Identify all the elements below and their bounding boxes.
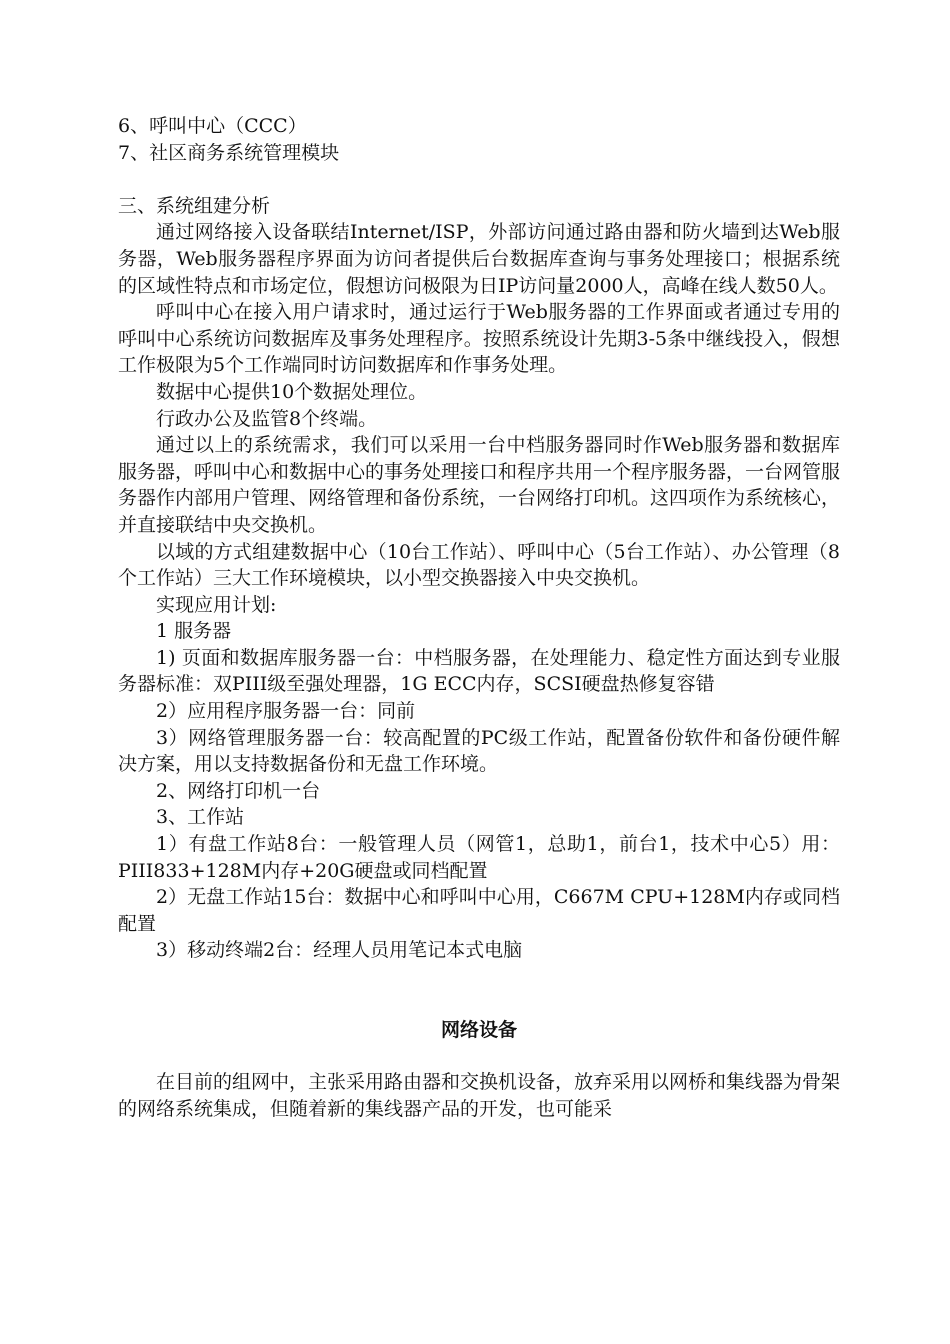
paragraph-call-center: 呼叫中心在接入用户请求时，通过运行于Web服务器的工作界面或者通过专用的呼叫中心系统访问数据库及事务处理程序。按照系统设计先期3-5条中继线投入，假想工作极限为5个工作端同时访问数据库和作事务处理。 <box>118 301 840 377</box>
workstation-item-2: 2）无盘工作站15台：数据中心和呼叫中心用，C667M CPU+128M内存或同档配置 <box>118 886 840 935</box>
paragraph-system-core: 通过以上的系统需求，我们可以采用一台中档服务器同时作Web服务器和数据库服务器，呼叫中心和数据中心的事务处理接口和程序共用一个程序服务器，一台网管服务器作内部用户管理、网络管理和备份系统，一台网络打印机。这四项作为系统核心，并直接联结中央交换机。 <box>118 434 841 536</box>
workstation-item-1: 1）有盘工作站8台：一般管理人员（网管1，总助1，前台1，技术中心5）用：PIII833+128M内存+20G硬盘或同档配置 <box>118 833 840 882</box>
section-heading-network-devices: 网络设备 <box>440 1018 517 1041</box>
paragraph-network-devices: 在目前的组网中，主张采用路由器和交换机设备，放弃采用以网桥和集线器为骨架的网络系统集成，但随着新的集线器产品的开发，也可能采 <box>118 1071 841 1120</box>
workstation-item-3: 3）移动终端2台：经理人员用笔记本式电脑 <box>156 939 523 962</box>
section-title-system-analysis: 三、系统组建分析 <box>118 194 271 217</box>
workstations-title: 3、工作站 <box>156 806 245 829</box>
paragraph-network-access: 通过网络接入设备联结Internet/ISP，外部访问通过路由器和防火墙到达Web服务器，Web服务器程序界面为访问者提供后台数据库查询与事务处理接口；根据系统的区域性特点和市场定位，假想访问极限为日IP访问量2000人，高峰在线人数50人。 <box>118 221 840 297</box>
plan-title: 实现应用计划: <box>156 593 277 616</box>
list-item-7: 7、社区商务系统管理模块 <box>118 141 340 164</box>
blank-line <box>118 964 840 991</box>
blank-line <box>118 166 840 193</box>
paragraph-data-center: 数据中心提供10个数据处理位。 <box>156 380 428 403</box>
server-item-1: 1) 页面和数据库服务器一台：中档服务器，在处理能力、稳定性方面达到专业服务器标准：双PIII级至强处理器，1G ECC内存，SCSI硬盘热修复容错 <box>118 646 840 696</box>
server-item-3: 3）网络管理服务器一台：较高配置的PC级工作站，配置备份软件和备份硬件解决方案，用以支持数据备份和无盘工作环境。 <box>118 726 840 776</box>
servers-title: 1 服务器 <box>156 620 232 643</box>
server-item-2: 2）应用程序服务器一台：同前 <box>156 700 416 723</box>
paragraph-domain-setup: 以域的方式组建数据中心（10台工作站）、呼叫中心（5台工作站）、办公管理（8个工作站）三大工作环境模块，以小型交换器接入中央交换机。 <box>118 540 840 590</box>
paragraph-admin-office: 行政办公及监管8个终端。 <box>156 407 378 430</box>
document-page <box>118 113 840 1122</box>
list-item-6: 6、呼叫中心（CCC） <box>118 115 307 137</box>
printer-item: 2、网络打印机一台 <box>156 779 321 802</box>
